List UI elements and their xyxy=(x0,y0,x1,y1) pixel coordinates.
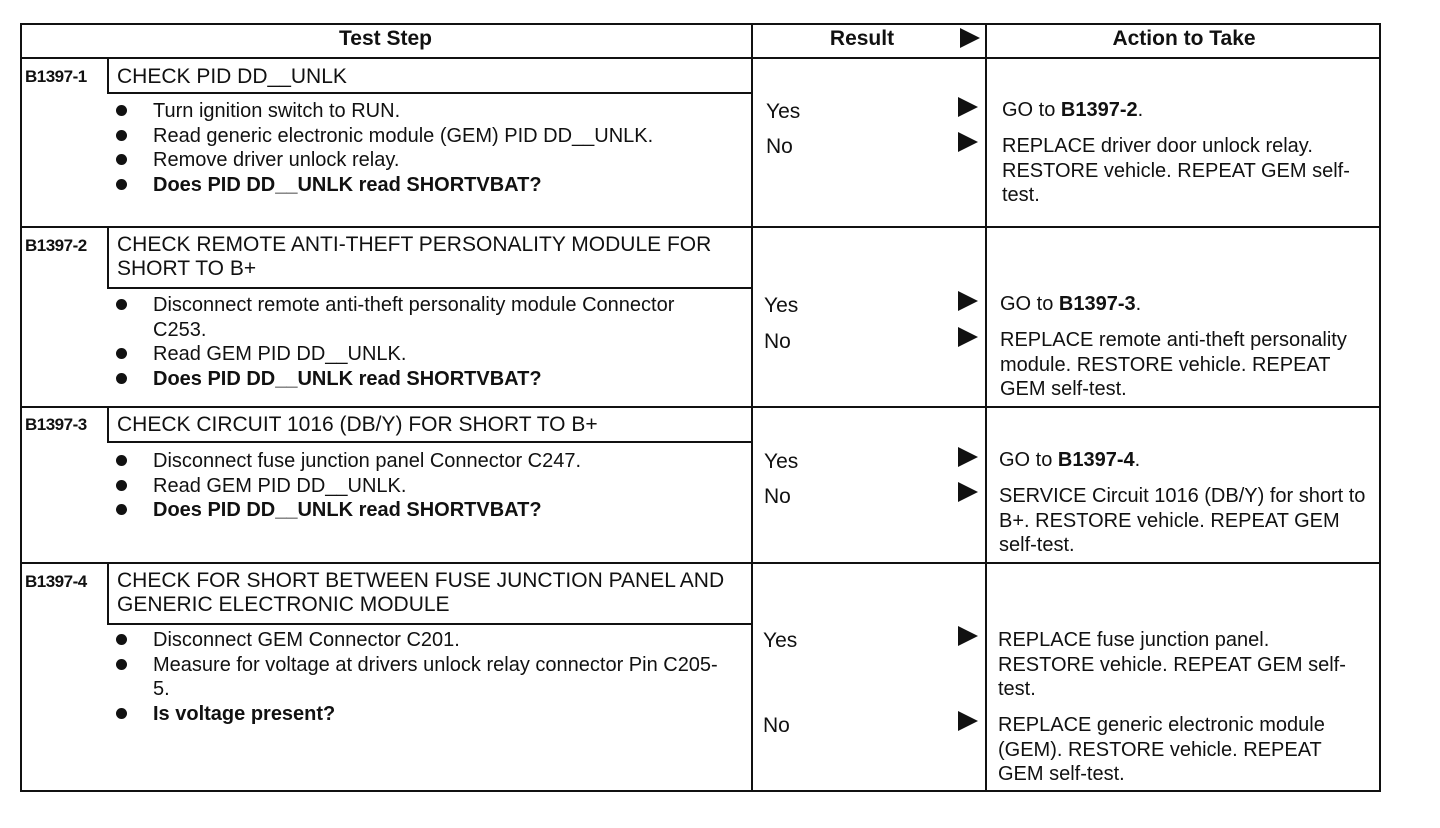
bullet-dot-icon xyxy=(116,179,127,190)
result-no: No xyxy=(764,485,791,508)
bullet-item: Read GEM PID DD__UNLK. xyxy=(116,474,726,499)
bullet-dot-icon xyxy=(116,480,127,491)
step-title: CHECK PID DD__UNLK xyxy=(117,65,347,88)
arrow-icon xyxy=(958,711,978,731)
step-title: CHECK FOR SHORT BETWEEN FUSE JUNCTION PANEL AND GENERIC ELECTRONIC MODULE xyxy=(117,569,725,616)
result-yes: Yes xyxy=(763,629,798,652)
header-action: Action to Take xyxy=(1112,27,1256,50)
step-id: B1397-3 xyxy=(25,415,87,434)
step-title: CHECK CIRCUIT 1016 (DB/Y) FOR SHORT TO B+ xyxy=(117,413,598,436)
action-no: REPLACE generic electronic module (GEM). RESTORE vehicle. REPEAT GEM self-test. xyxy=(998,714,1325,785)
bullet-dot-icon xyxy=(116,659,127,670)
bullet-item-question: Does PID DD__UNLK read SHORTVBAT? xyxy=(116,498,726,523)
action-no: REPLACE driver door unlock relay. RESTORE vehicle. REPEAT GEM self-test. xyxy=(1002,135,1350,206)
bullet-dot-icon xyxy=(116,299,127,310)
bullet-dot-icon xyxy=(116,105,127,116)
arrow-icon xyxy=(958,482,978,502)
result-no: No xyxy=(763,714,790,737)
action-yes: REPLACE fuse junction panel. RESTORE vehicle. REPEAT GEM self-test. xyxy=(998,629,1346,700)
section-divider xyxy=(20,226,1381,228)
result-no: No xyxy=(766,135,793,158)
bullet-item-question: Does PID DD__UNLK read SHORTVBAT? xyxy=(116,367,726,392)
title-divider xyxy=(107,92,752,94)
bullet-item: Measure for voltage at drivers unlock relay connector Pin C205-5. xyxy=(116,653,726,702)
arrow-icon xyxy=(958,291,978,311)
arrow-icon xyxy=(958,97,978,117)
bullet-item: Read GEM PID DD__UNLK. xyxy=(116,342,726,367)
bullet-item: Remove driver unlock relay. xyxy=(116,148,726,173)
arrow-icon xyxy=(958,327,978,347)
result-no: No xyxy=(764,330,791,353)
bullet-item-question: Is voltage present? xyxy=(116,702,726,727)
step-title: CHECK REMOTE ANTI-THEFT PERSONALITY MODULE FOR SHORT TO B+ xyxy=(117,233,712,280)
bullet-dot-icon xyxy=(116,130,127,141)
title-divider xyxy=(107,441,752,443)
action-yes: GO to B1397-3. xyxy=(1000,293,1142,315)
bullet-item: Disconnect fuse junction panel Connector C247. xyxy=(116,449,726,474)
action-yes: GO to B1397-2. xyxy=(1002,99,1144,121)
action-no: SERVICE Circuit 1016 (DB/Y) for short to B+. RESTORE vehicle. REPEAT GEM self-test. xyxy=(999,485,1366,556)
step-bullets xyxy=(116,449,726,523)
header-divider xyxy=(20,57,1381,59)
section-divider xyxy=(20,562,1381,564)
bullet-item: Disconnect remote anti-theft personality module Connector C253. xyxy=(116,293,726,342)
step-bullets xyxy=(116,293,726,391)
bullet-item: Turn ignition switch to RUN. xyxy=(116,99,726,124)
step-id-divider xyxy=(107,226,109,288)
step-id-divider xyxy=(107,562,109,624)
title-divider xyxy=(107,623,752,625)
bullet-dot-icon xyxy=(116,708,127,719)
result-yes: Yes xyxy=(766,100,801,123)
bullet-item-question: Does PID DD__UNLK read SHORTVBAT? xyxy=(116,173,726,198)
step-id-divider xyxy=(107,57,109,93)
bullet-dot-icon xyxy=(116,504,127,515)
bullet-item: Disconnect GEM Connector C201. xyxy=(116,628,726,653)
header-test-step: Test Step xyxy=(339,27,432,50)
header-result: Result xyxy=(829,27,895,50)
bullet-item: Read generic electronic module (GEM) PID DD__UNLK. xyxy=(116,124,726,149)
result-yes: Yes xyxy=(764,450,799,473)
arrow-icon xyxy=(958,132,978,152)
header-arrow-icon xyxy=(960,28,980,48)
step-id: B1397-2 xyxy=(25,236,87,255)
title-divider xyxy=(107,287,752,289)
bullet-dot-icon xyxy=(116,154,127,165)
arrow-icon xyxy=(958,447,978,467)
step-id-divider xyxy=(107,406,109,442)
step-id: B1397-1 xyxy=(25,67,87,86)
bullet-dot-icon xyxy=(116,455,127,466)
bullet-dot-icon xyxy=(116,348,127,359)
section-divider xyxy=(20,406,1381,408)
action-no: REPLACE remote anti-theft personality module. RESTORE vehicle. REPEAT GEM self-test. xyxy=(1000,329,1347,400)
action-yes: GO to B1397-4. xyxy=(999,449,1141,471)
bullet-dot-icon xyxy=(116,634,127,645)
bullet-dot-icon xyxy=(116,373,127,384)
step-id: B1397-4 xyxy=(25,572,87,591)
arrow-icon xyxy=(958,626,978,646)
result-yes: Yes xyxy=(764,294,799,317)
step-bullets xyxy=(116,99,726,197)
step-bullets xyxy=(116,628,726,726)
